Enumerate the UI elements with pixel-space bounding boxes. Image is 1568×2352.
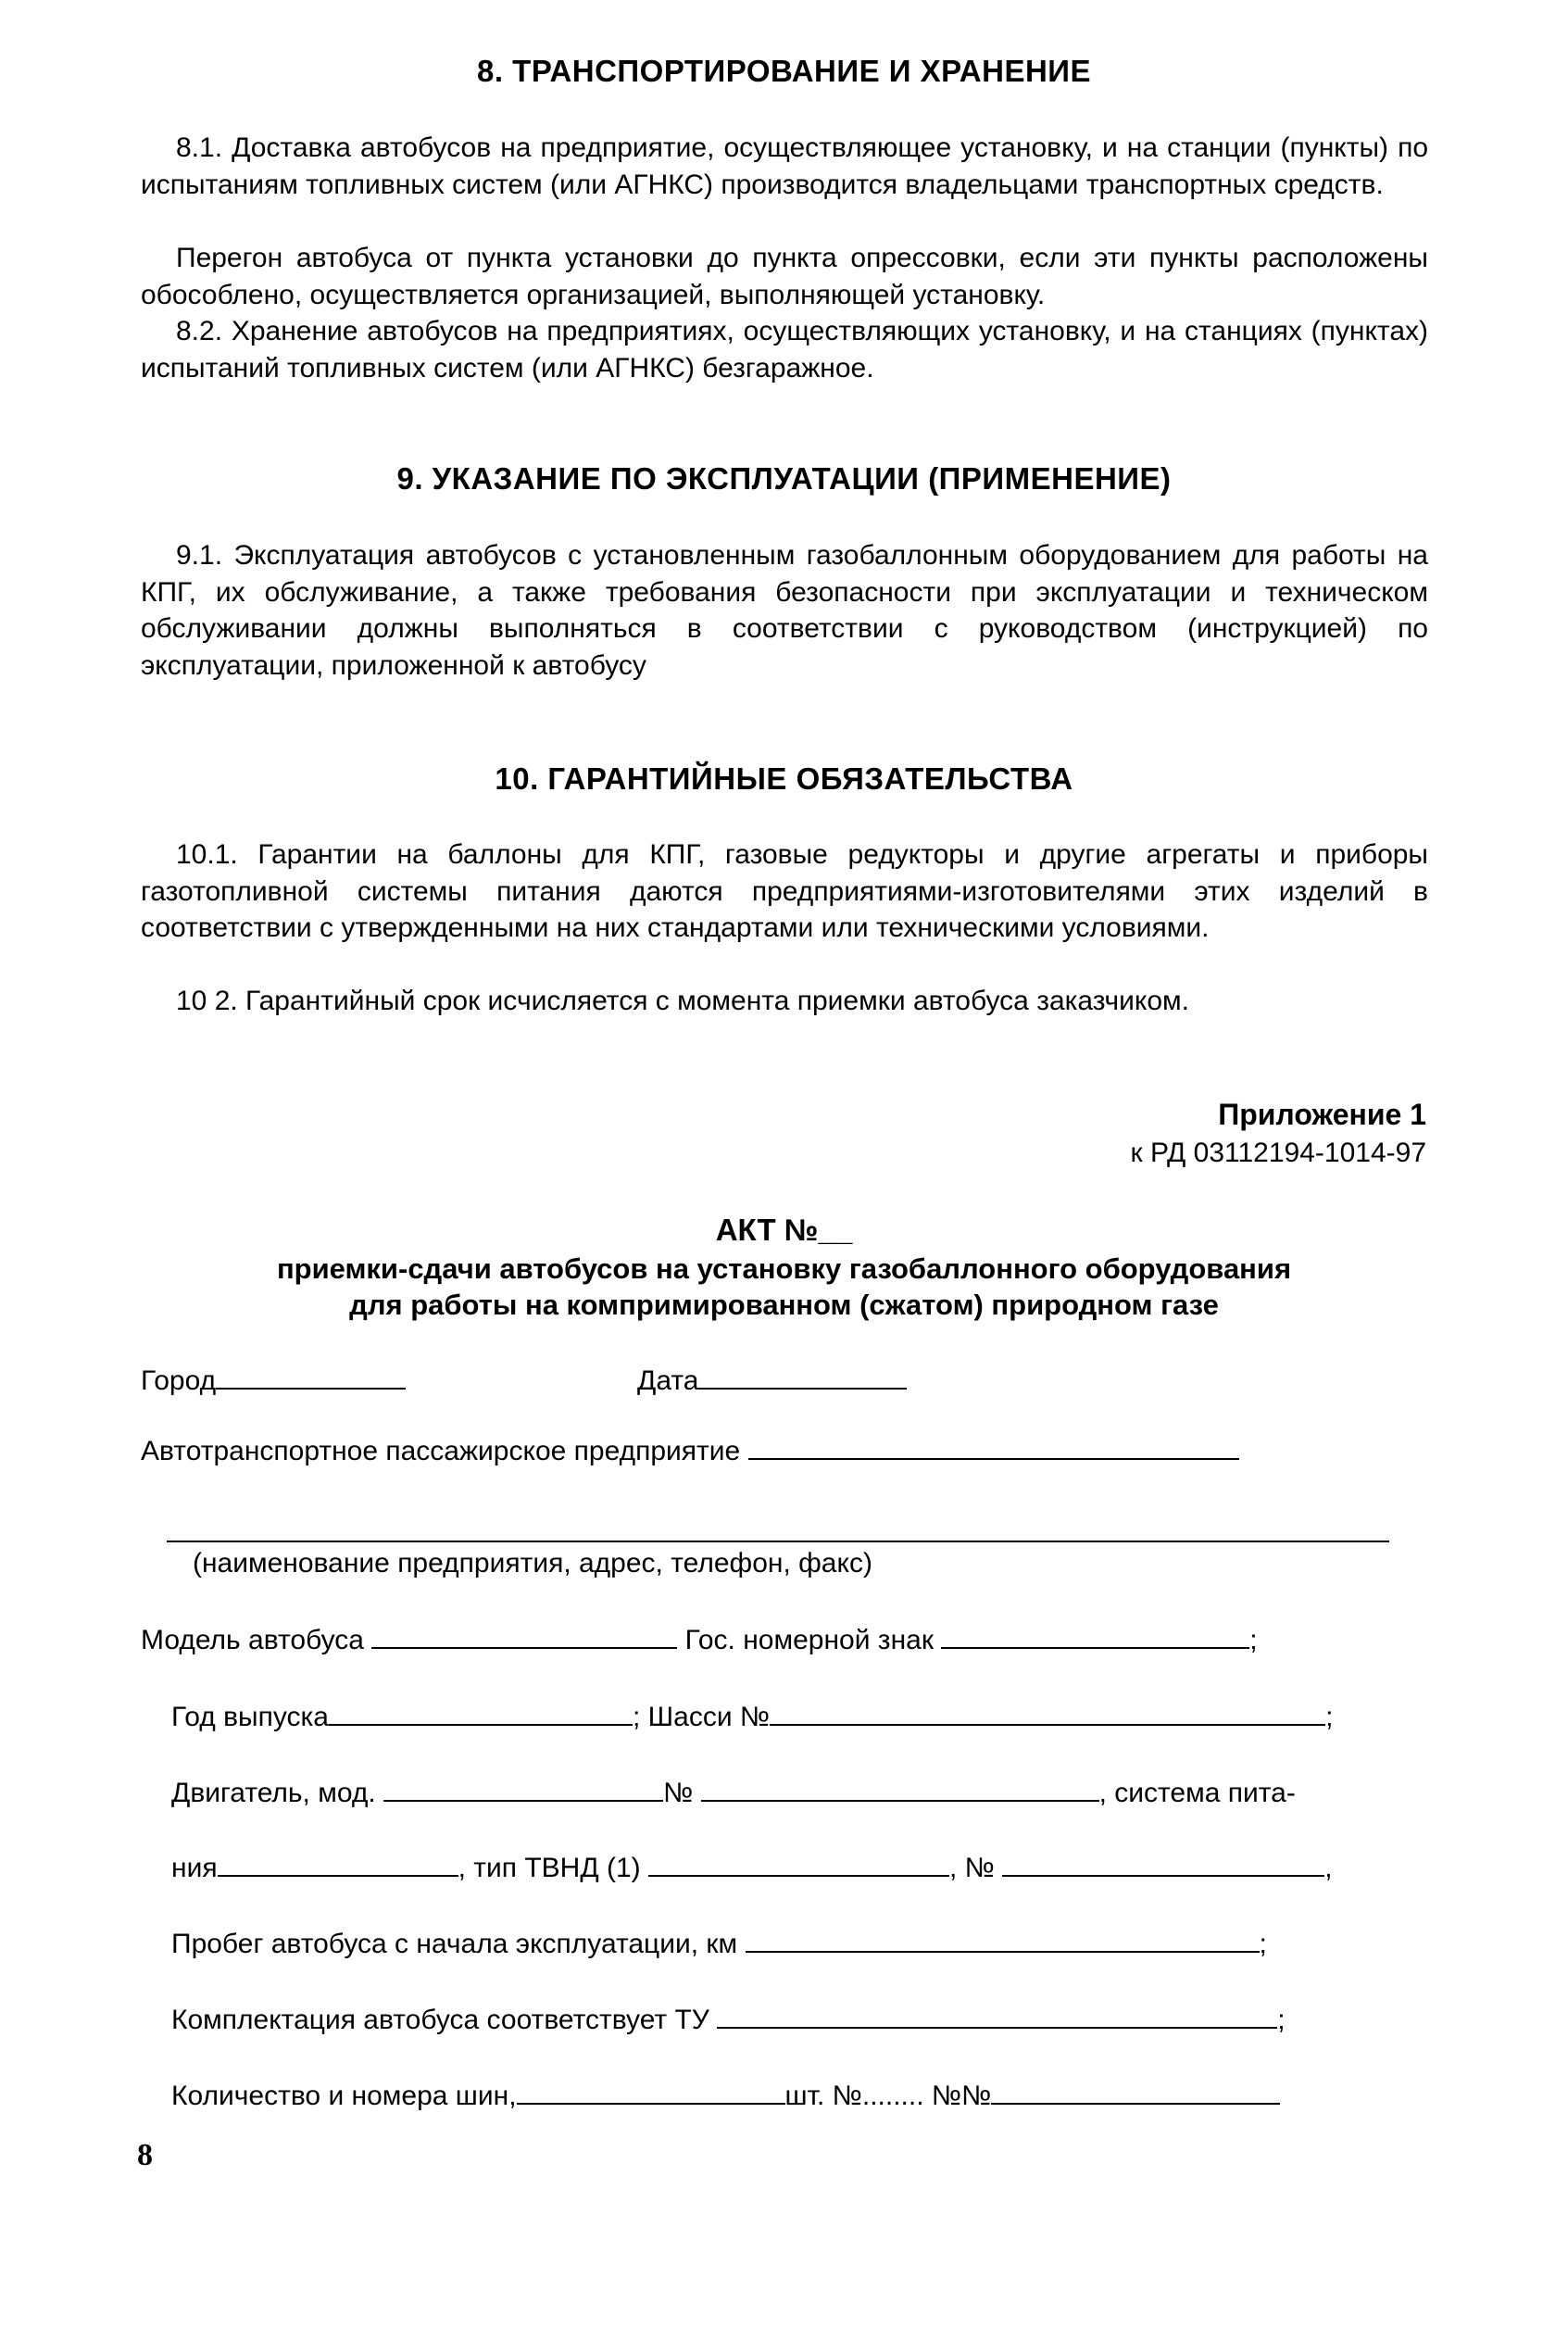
tires-count-blank[interactable] (517, 2079, 785, 2105)
model-blank[interactable] (371, 1623, 677, 1649)
section-10-paragraph-2: 10 2. Гарантийный срок исчисляется с момента приемки автобуса заказчиком. (176, 986, 1190, 1016)
year-blank[interactable] (329, 1700, 633, 1726)
section-8-paragraph-3: 8.2. Хранение автобусов на предприятиях, осуществляющих установку, и на станциях (пунктах) испытаний топливных систем (или АГНКС) безгаражное. (141, 316, 1428, 384)
tvnd-number-blank[interactable] (1002, 1851, 1324, 1877)
model-plate-field[interactable]: Модель автобуса Гос. номерной знак ; (141, 1625, 1258, 1655)
section-9-title: 9. УКАЗАНИЕ ПО ЭКСПЛУАТАЦИИ (ПРИМЕНЕНИЕ) (396, 461, 1172, 496)
page-number: 8 (137, 2138, 153, 2172)
city-blank[interactable] (216, 1364, 406, 1390)
enterprise-blank[interactable] (748, 1434, 1239, 1460)
fuel-system-field[interactable]: ния , тип ТВНД (1) , № , (171, 1853, 1333, 1883)
engine-field[interactable]: Двигатель, мод. № , система пита- (171, 1778, 1296, 1808)
date-field[interactable]: Дата (637, 1364, 907, 1397)
enterprise-second-line[interactable] (167, 1541, 1389, 1542)
act-subtitle-1: приемки-сдачи автобусов на установку газобаллонного оборудования (276, 1252, 1292, 1285)
enterprise-field[interactable]: Автотранспортное пассажирское предприятие (141, 1434, 1239, 1467)
act-title: АКТ №__ (715, 1213, 853, 1247)
chassis-blank[interactable] (770, 1700, 1325, 1726)
section-9-paragraph-1: 9.1. Эксплуатация автобусов с установленным газобаллонным оборудованием для работы на КПГ, их обслуживание, а также требования безопасности при эксплуатации и техническом обслуживании должны выполняться в соответствии с руководством (инструкцией) по эксплуатации, приложенной к автобусу (141, 540, 1428, 681)
mileage-field[interactable]: Пробег автобуса с начала эксплуатации, км ; (171, 1929, 1267, 1959)
equipment-blank[interactable] (717, 2003, 1277, 2029)
section-10-title: 10. ГАРАНТИЙНЫЕ ОБЯЗАТЕЛЬСТВА (495, 761, 1073, 796)
act-subtitle-2: для работы на компримированном (сжатом) природном газе (349, 1289, 1219, 1321)
section-8-title: 8. ТРАНСПОРТИРОВАНИЕ И ХРАНЕНИЕ (476, 54, 1092, 88)
section-8-paragraph-1: 8.1. Доставка автобусов на предприятие, осуществляющее установку, и на станции (пункты) по испытаниям топливных систем (или АГНКС) производится владельцами транспортных средств. (141, 132, 1428, 200)
tvnd-type-blank[interactable] (648, 1851, 949, 1877)
year-chassis-field[interactable]: Год выпуска ; Шасси № ; (171, 1702, 1334, 1732)
section-8-paragraph-2: Перегон автобуса от пункта установки до пункта опрессовки, если эти пункты расположены обособлено, осуществляется организацией, выполняющей установку. (141, 243, 1428, 310)
enterprise-hint: (наименование предприятия, адрес, телефон, факс) (193, 1548, 872, 1578)
appendix-reference: к РД 03112194-1014-97 (1130, 1138, 1426, 1168)
city-field[interactable]: Город (141, 1364, 406, 1397)
equipment-field[interactable]: Комплектация автобуса соответствует ТУ ; (171, 2005, 1286, 2035)
mileage-blank[interactable] (746, 1927, 1260, 1953)
tires-field[interactable]: Количество и номера шин, шт. №........ №№ (171, 2079, 1280, 2112)
fuel-system-blank[interactable] (218, 1851, 458, 1877)
plate-blank[interactable] (941, 1623, 1249, 1649)
appendix-label: Приложение 1 (1218, 1098, 1426, 1131)
date-blank[interactable] (698, 1364, 907, 1390)
section-10-paragraph-1: 10.1. Гарантии на баллоны для КПГ, газовые редукторы и другие агрегаты и приборы газотопливной системы питания даются предприятиями-изготовителями этих изделий в соответствии с утвержденными на них стандартами или техническими условиями. (141, 839, 1428, 943)
engine-model-blank[interactable] (383, 1776, 663, 1802)
engine-number-blank[interactable] (701, 1776, 1099, 1802)
tires-numbers-blank[interactable] (991, 2079, 1280, 2105)
